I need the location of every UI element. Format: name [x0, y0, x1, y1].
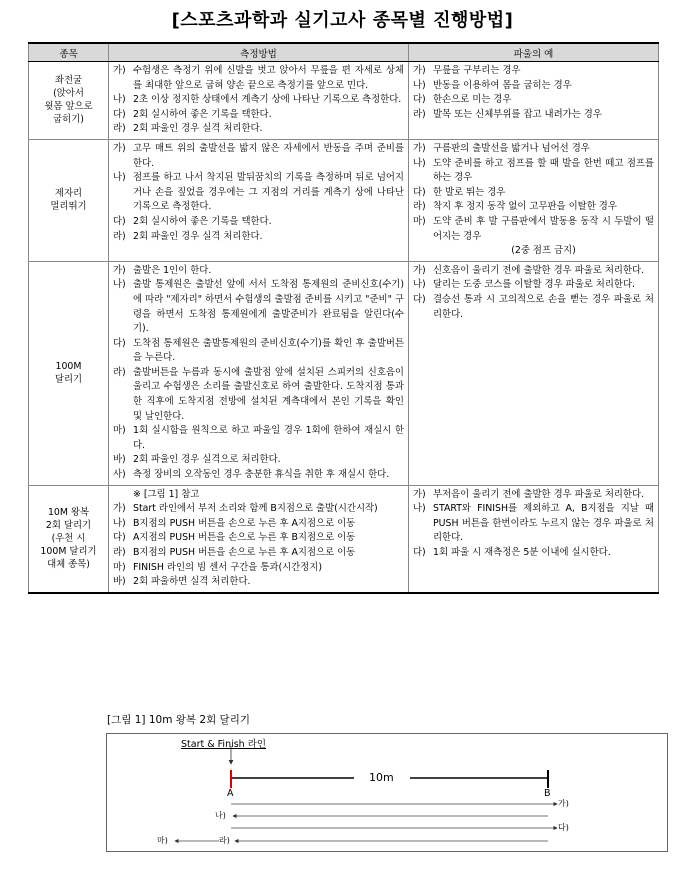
event-name-line: 100M 달리기: [40, 546, 97, 558]
method-item: [113, 264, 404, 279]
item-marker: 라): [113, 123, 126, 135]
method-item: [113, 230, 404, 245]
item-marker: 나): [113, 94, 126, 106]
event-name-cell: [29, 139, 109, 261]
foul-item: [413, 546, 654, 561]
item-marker: 다): [113, 215, 126, 227]
item-marker: 나): [113, 517, 126, 529]
item-text: START와 FINISH를 제외하고 A, B지점을 지날 때 PUSH 버튼을 한번이라도 누르지 않는 경우 파울로 처리한다.: [433, 503, 654, 544]
table-row: [29, 139, 659, 261]
item-text: 2회 실시하여 좋은 기록을 택한다.: [133, 215, 272, 227]
item-text: 2회 실시하여 좋은 기록을 택한다.: [133, 108, 272, 120]
item-marker: 마): [113, 425, 126, 437]
start-finish-label: Start & Finish 라인: [181, 739, 267, 750]
shuttle-run-figure: [106, 733, 668, 852]
item-marker: 가): [113, 65, 126, 76]
item-text: 출발버튼을 누름과 동시에 출발점 앞에 설치된 스피커의 신호음이 울리고 수험생은 소리를 출발신호로 하여 출발한다. 도착지점 통과한 직후에 도착지점 전방에 설치된 계측대에서 본인 기록을 확인 및 날인한다.: [133, 366, 404, 422]
figure-caption: [그림 1] 10m 왕복 2회 달리기: [107, 714, 250, 726]
item-marker: 라): [413, 108, 426, 120]
item-marker: 가): [413, 264, 426, 276]
table-header-row: [29, 43, 659, 62]
item-marker: 나): [413, 279, 426, 291]
foul-cell: [409, 261, 659, 485]
item-marker: 다): [413, 547, 426, 558]
header-method: 측정방법: [109, 43, 409, 62]
event-name-line: 멀리뛰기: [50, 201, 87, 213]
item-marker: 마): [413, 215, 426, 227]
foul-item: [413, 244, 654, 259]
item-text: 반동을 이용하여 몸을 굽히는 경우: [433, 79, 572, 91]
method-item: [113, 424, 404, 453]
item-marker: 가): [113, 503, 126, 515]
item-marker: 바): [113, 576, 126, 588]
method-item: [113, 366, 404, 424]
item-marker: 나): [413, 503, 426, 515]
shuttle-run-diagram: [107, 734, 667, 851]
item-text: 1회 실시함을 원칙으로 하고 파울일 경우 1회에 한하여 재실시 한다.: [133, 425, 404, 451]
method-item: [113, 517, 404, 532]
item-marker: 다): [413, 186, 426, 198]
item-marker: 다): [413, 293, 426, 305]
item-marker: 라): [113, 547, 126, 558]
foul-item: [413, 186, 654, 201]
event-name-line: 2회 달리기: [45, 520, 92, 532]
foul-item: [413, 79, 654, 94]
method-item: [113, 171, 404, 215]
item-marker: 사): [113, 469, 126, 481]
item-marker: 다): [113, 337, 126, 349]
item-marker: 바): [113, 454, 126, 466]
method-item: [113, 122, 404, 137]
item-text: 2회 파울인 경우 실격으로 처리한다.: [133, 454, 281, 466]
event-name-line: (우천 시: [51, 533, 86, 545]
item-text: 출발 통제원은 출발선 앞에 서서 도착점 통제원의 준비신호(수기)에 따라 "제자리" 하면서 수험생의 출발점 준비를 시키고 "준비" 구령을 하면서 도착점 통제원에게 출발준비가 완료됨을 알린다(수기).: [133, 279, 404, 335]
event-name-line: 윗몸 앞으로: [44, 101, 93, 113]
event-name-line: 10M 왕복: [47, 507, 90, 519]
events-table: [28, 42, 659, 594]
item-marker: [413, 244, 433, 259]
table-row: [29, 261, 659, 485]
item-text: 점프를 하고 나서 착지된 발뒤꿈치의 기록을 측정하며 뒤로 넘어지거나 손을 짚었을 경우에는 그 지점의 거리를 계측기 상에 나타난 기록으로 측정한다.: [133, 172, 404, 213]
method-item: [113, 108, 404, 123]
method-item: [113, 546, 404, 561]
item-marker: 다): [413, 94, 426, 106]
page-title: [스포츠과학과 실기고사 종목별 진행방법]: [171, 10, 514, 31]
item-marker: 다): [113, 532, 126, 544]
item-text: Start 라인에서 부저 소리와 함께 B지점으로 출발(시간시작): [133, 503, 378, 515]
foul-item: [413, 264, 654, 279]
event-name-line: 제자리: [54, 188, 83, 200]
leg-1-label: 가): [558, 799, 569, 808]
foul-item: [413, 108, 654, 123]
point-a-label: A: [227, 788, 234, 799]
method-item: [113, 468, 404, 483]
event-name-line: 달리기: [54, 374, 83, 386]
method-item: [113, 531, 404, 546]
table-row: [29, 485, 659, 593]
foul-item: [413, 502, 654, 546]
leg-2-label: 나): [215, 811, 226, 820]
method-item: [113, 575, 404, 590]
item-text: 달리는 도중 코스를 이탈할 경우 파울로 처리한다.: [433, 279, 635, 291]
event-name-cell: [29, 62, 109, 140]
item-text: 무릎을 구부리는 경우: [433, 65, 521, 76]
item-text: 구름판의 출발선을 밟거나 넘어선 경우: [433, 142, 590, 154]
event-name-cell: [29, 261, 109, 485]
method-item: [113, 93, 404, 108]
event-name-line: 굽히기): [53, 114, 84, 126]
item-marker: 가): [413, 488, 426, 500]
event-name-line: (앉아서: [53, 88, 84, 100]
foul-item: [413, 93, 654, 108]
foul-item: [413, 64, 654, 79]
method-item: [113, 142, 404, 171]
item-text: 2회 파울인 경우 실격 처리한다.: [133, 123, 263, 135]
method-item: [113, 453, 404, 468]
foul-item: [413, 157, 654, 186]
item-text: 2회 파울하면 실격 처리한다.: [133, 576, 251, 588]
figure-reference-note: ※ [그림 1] 참고: [133, 488, 200, 500]
method-cell: [109, 485, 409, 593]
item-text: 착지 후 정지 동작 없이 고무판을 이탈한 경우: [433, 201, 617, 213]
item-marker: 가): [413, 65, 426, 76]
item-text: A지점의 PUSH 버튼을 손으로 누른 후 B지점으로 이동: [133, 532, 356, 544]
item-text: B지점의 PUSH 버튼을 손으로 누른 후 A지점으로 이동: [133, 547, 356, 558]
item-text: (2중 점프 금지): [511, 245, 576, 257]
item-text: B지점의 PUSH 버튼을 손으로 누른 후 A지점으로 이동: [133, 517, 356, 529]
method-cell: [109, 139, 409, 261]
item-text: 2회 파울인 경우 실격 처리한다.: [133, 230, 263, 242]
item-marker: 라): [413, 201, 426, 213]
foul-cell: [409, 139, 659, 261]
item-marker: 라): [113, 366, 126, 378]
item-text: 출발은 1인이 한다.: [133, 264, 212, 276]
item-text: 결승선 통과 시 고의적으로 손을 뻗는 경우 파울로 처리한다.: [433, 293, 654, 320]
item-marker: 다): [113, 108, 126, 120]
foul-cell: [409, 485, 659, 593]
header-event: 종목: [29, 43, 109, 62]
foul-item: [413, 215, 654, 244]
leg-3-label: 다): [558, 823, 569, 832]
item-text: 1회 파울 시 재측정은 5분 이내에 실시한다.: [433, 547, 611, 558]
item-text: 발목 또는 신체부위를 잡고 내려가는 경우: [433, 108, 602, 120]
item-text: 도착점 통제원은 출발통제원의 준비신호(수기)를 확인 후 출발버튼을 누른다.: [133, 337, 404, 364]
item-marker: 가): [113, 264, 126, 276]
item-marker: 나): [413, 157, 426, 169]
foul-item: [413, 488, 654, 503]
item-text: 한손으로 미는 경우: [433, 94, 512, 106]
event-name-line: 좌전굴: [54, 75, 83, 87]
foul-item: [413, 278, 654, 293]
item-marker: 가): [113, 142, 126, 154]
method-cell: [109, 62, 409, 140]
foul-item: [413, 293, 654, 322]
foul-item: [413, 142, 654, 157]
item-text: 한 발로 뛰는 경우: [433, 186, 506, 198]
method-item: [113, 64, 404, 93]
item-text: 2초 이상 정지한 상태에서 계측기 상에 나타난 기록으로 측정한다.: [133, 94, 402, 106]
item-text: 고무 매트 위의 출발선을 밟지 않은 자세에서 반동을 주며 준비를 한다.: [133, 142, 404, 169]
event-name-line: 대체 종목): [47, 559, 90, 571]
item-text: 부저음이 울리기 전에 출발한 경우 파울로 처리한다.: [433, 488, 645, 500]
item-text: 도약 준비를 하고 점프를 할 때 발을 한번 떼고 점프를 하는 경우: [433, 157, 654, 184]
item-text: 수험생은 측정기 위에 신발을 벗고 앉아서 무릎을 편 자세로 상체를 최대한 앞으로 굽혀 양손 끝으로 측정기를 앞으로 민다.: [133, 65, 404, 91]
item-marker: 라): [113, 230, 126, 242]
event-name-cell: [29, 485, 109, 593]
foul-cell: [409, 62, 659, 140]
method-item: [113, 561, 404, 576]
method-item: [113, 502, 404, 517]
method-item: [113, 215, 404, 230]
item-marker: 나): [413, 79, 426, 91]
method-cell: [109, 261, 409, 485]
distance-label: 10m: [369, 771, 394, 784]
item-marker: 나): [113, 172, 126, 184]
foul-item: [413, 200, 654, 215]
point-b-label: B: [544, 788, 551, 799]
item-marker: 가): [413, 142, 426, 154]
item-text: 신호음이 울리기 전에 출발한 경우 파울로 처리한다.: [433, 264, 645, 276]
item-marker: 마): [113, 561, 126, 573]
table-row: [29, 62, 659, 140]
item-text: 도약 준비 후 발 구름판에서 발동용 동작 시 두발이 떨어지는 경우: [433, 215, 654, 242]
item-text: 측정 장비의 오작동인 경우 충분한 휴식을 취한 후 재실시 한다.: [133, 469, 390, 481]
event-name-line: 100M: [55, 361, 82, 373]
method-item: [113, 337, 404, 366]
method-item: [113, 278, 404, 336]
leg-5-label: 마): [157, 836, 168, 845]
header-foul: 파울의 예: [409, 43, 659, 62]
item-marker: 나): [113, 279, 126, 291]
leg-4-label: 라): [219, 836, 230, 845]
item-text: FINISH 라인의 빔 센서 구간을 통과(시간정지): [133, 561, 322, 573]
